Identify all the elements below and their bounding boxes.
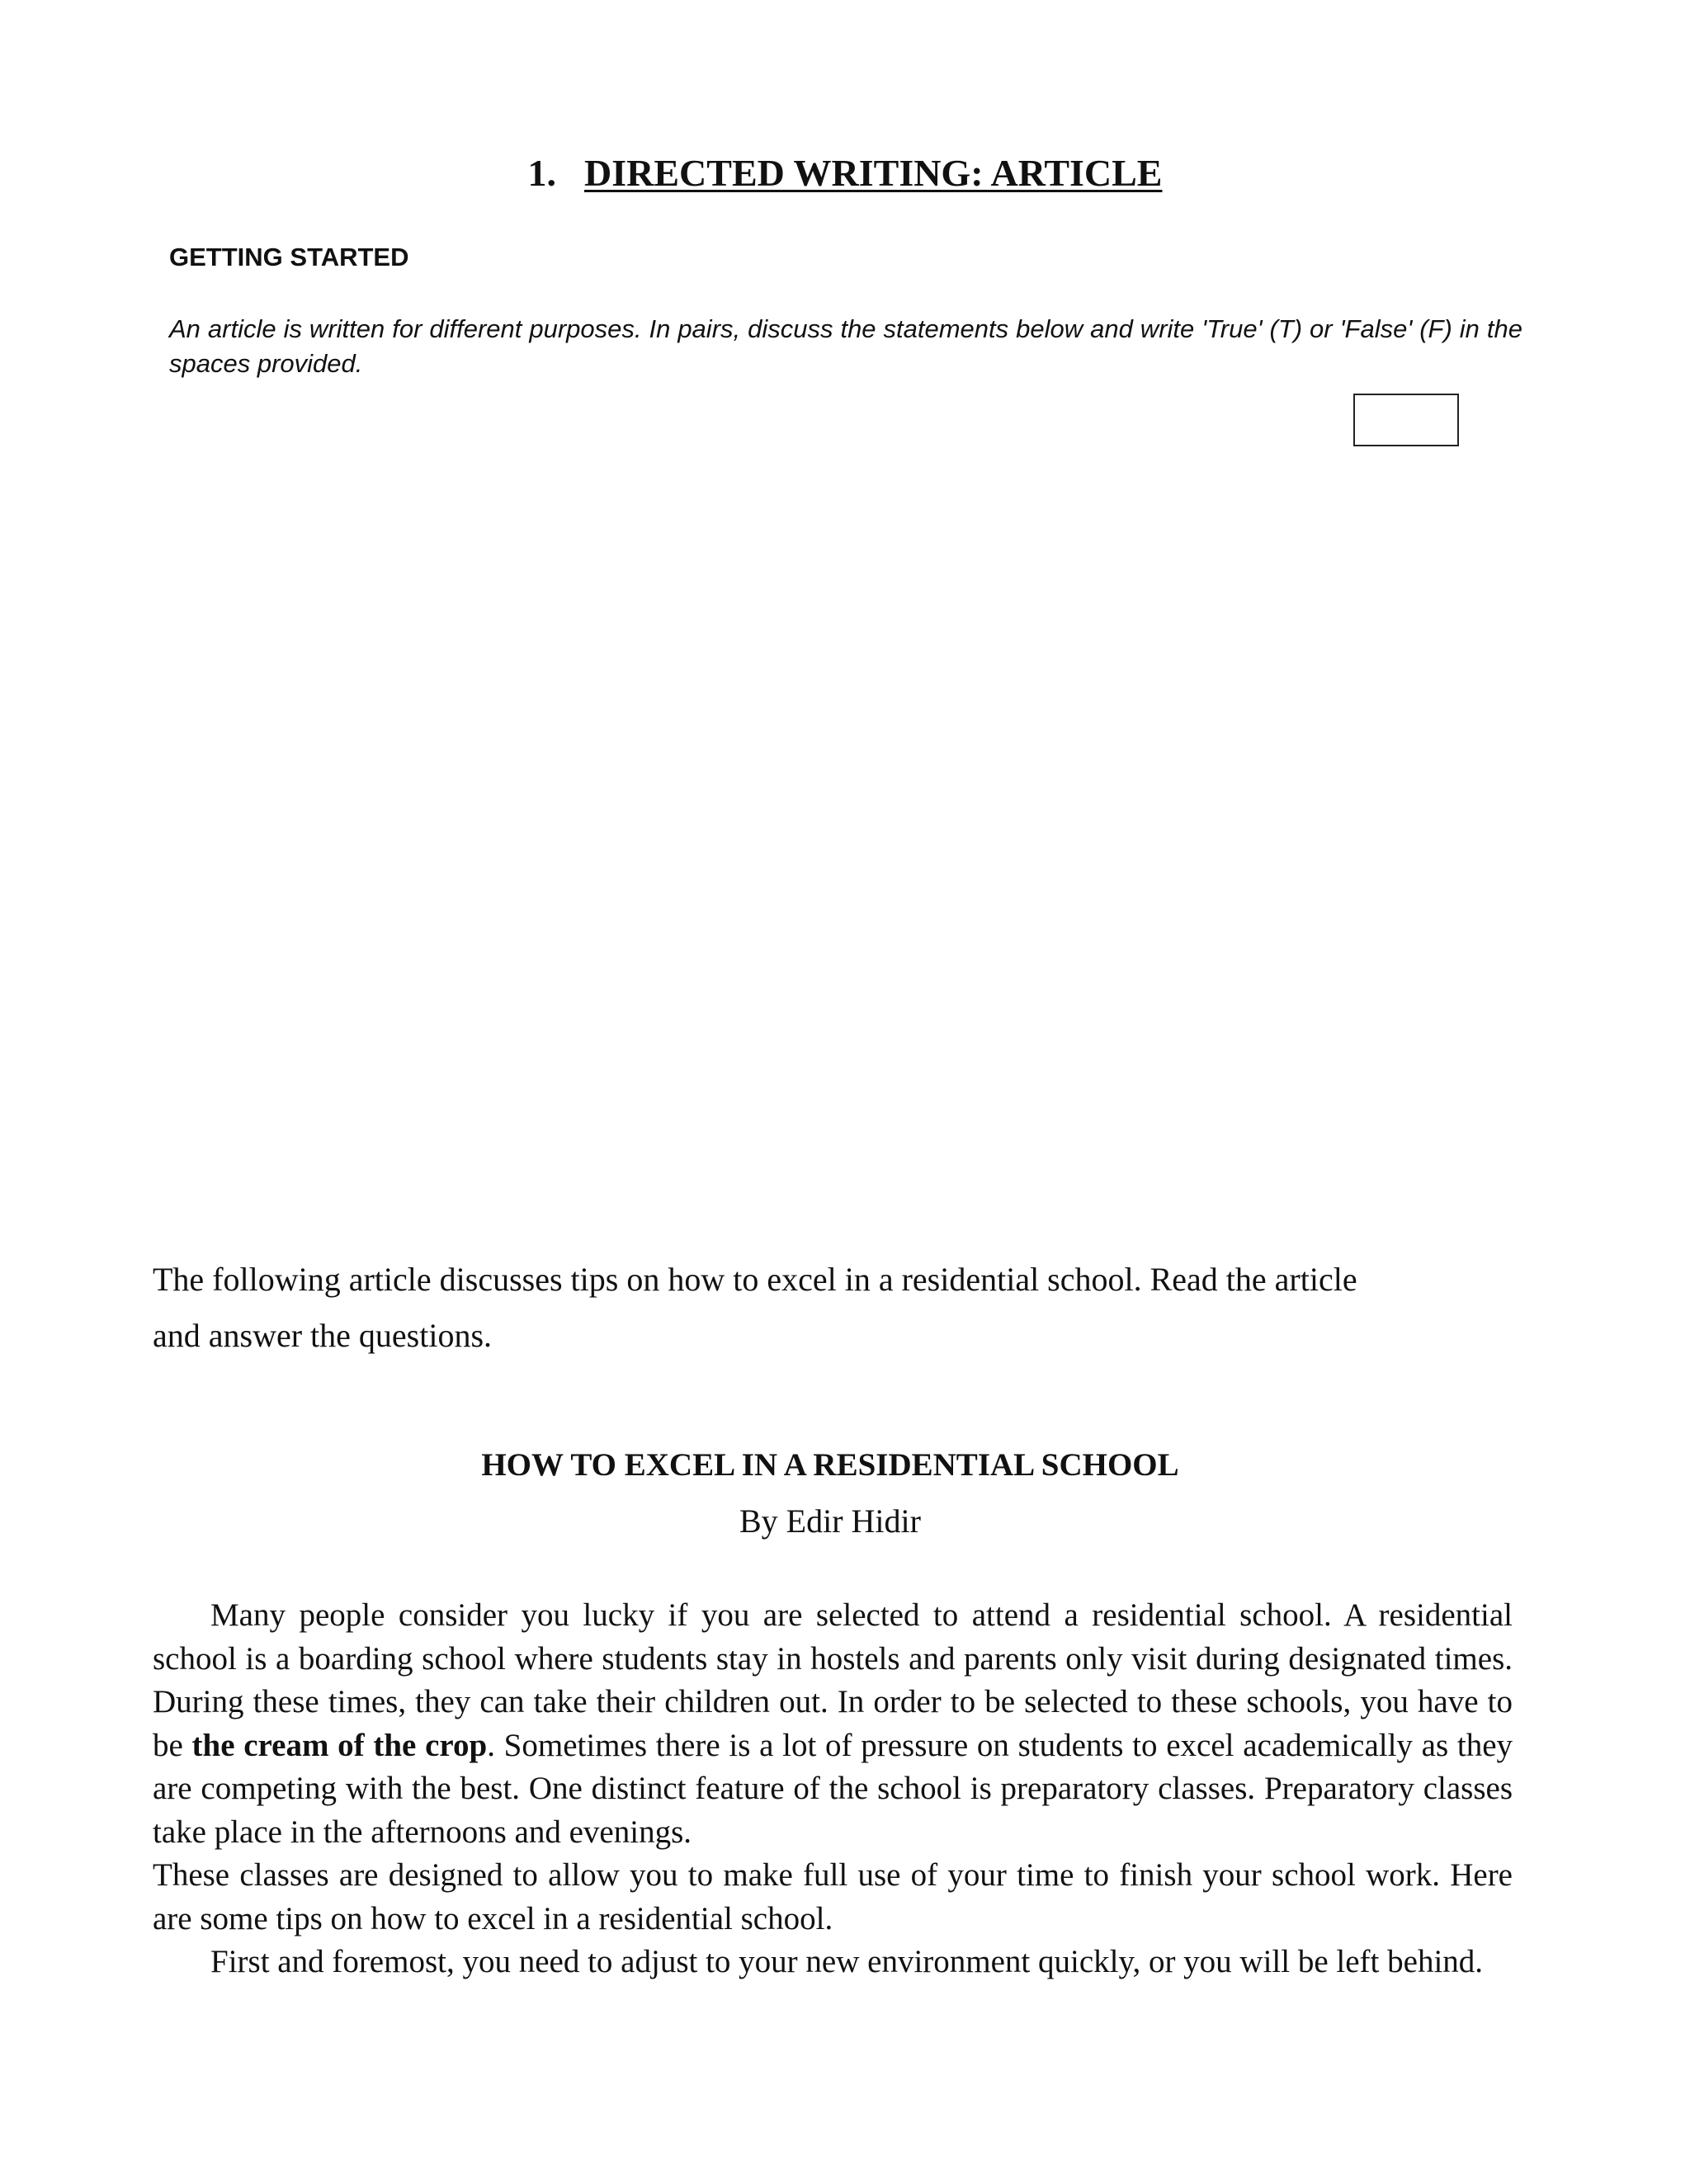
article-paragraph-1 <box>153 1594 1513 1854</box>
article-paragraph-3: First and foremost, you need to adjust to your new environment quickly, or you will be left behind. <box>210 1944 1484 1979</box>
highlighted-phrase: the cream of the crop <box>191 1727 488 1763</box>
chapter-title-text: DIRECTED WRITING: ARTICLE <box>584 152 1163 194</box>
article-title: HOW TO EXCEL IN A RESIDENTIAL SCHOOL <box>481 1447 1179 1483</box>
article-byline: By Edir Hidir <box>739 1502 921 1540</box>
answer-box[interactable] <box>1353 394 1459 446</box>
getting-started-heading: GETTING STARTED <box>169 243 409 271</box>
article-paragraph-2: These classes are designed to allow you to make full use of your time to finish your school work. Here are some tips on how to excel in a residential school. <box>153 1857 1513 1936</box>
paragraph-1-text-start: Many people consider you lucky if you are selected to attend a residential school. A residential school is a boarding school where students stay in hostels and parents only visit during designated times. During these times, they can take their children out. In order to be selected to these schools, you have to be <box>153 1597 1513 1763</box>
instruction-text: An article is written for different purposes. In pairs, discuss the statements below and write 'True' (T) or 'False' (F) in the spaces provided. <box>169 314 1522 378</box>
chapter-number: 1. <box>527 152 557 194</box>
paragraph-1-text-end: . Sometimes there is a lot of pressure on students to excel academically as they are competing with the best. One distinct feature of the school is preparatory classes. Preparatory classes take place in the afternoons and evenings. <box>153 1727 1513 1850</box>
article-body <box>153 1594 1513 1984</box>
intro-paragraph: The following article discusses tips on how to excel in a residential school. Read the article and answer the questions. <box>153 1261 1357 1354</box>
chapter-title <box>0 150 1690 196</box>
